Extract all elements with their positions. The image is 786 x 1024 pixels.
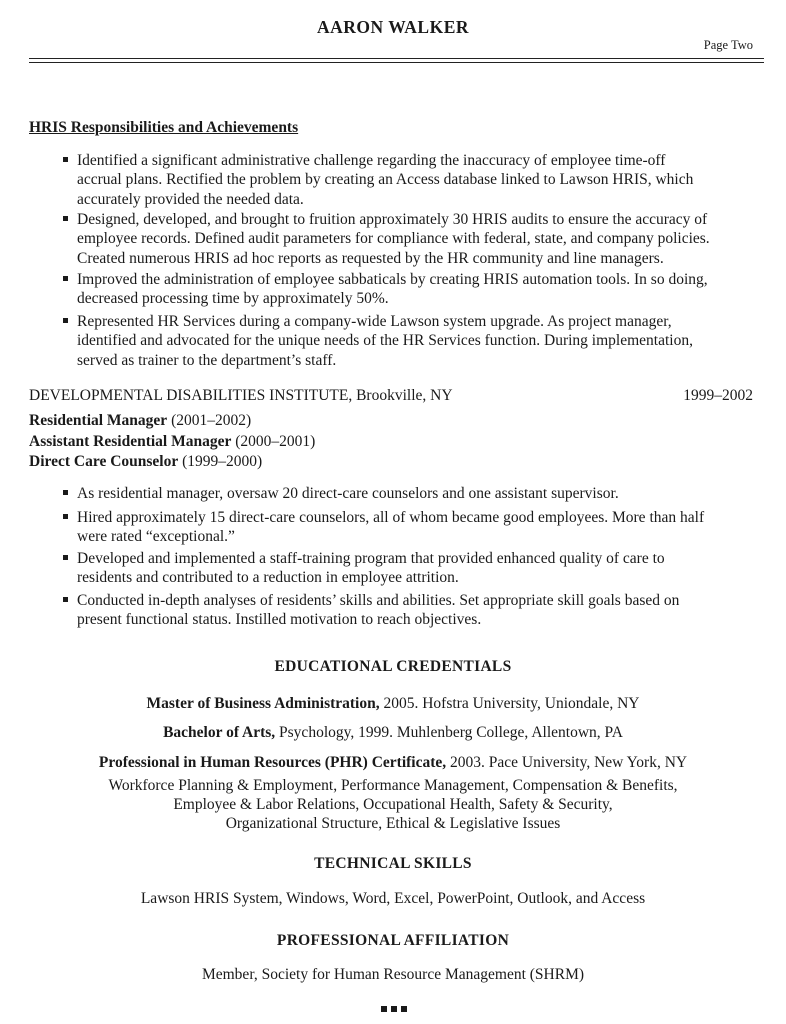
bullet-line: accrual plans. Rectified the problem by creating an Access database linked to Lawson HRIS, which: [77, 171, 694, 189]
bullet-line: Conducted in-depth analyses of residents’ skills and abilities. Set appropriate skill goals based on: [77, 592, 680, 609]
employment-dates: 1999–2002: [683, 387, 753, 404]
degree-name: Professional in Human Resources (PHR) Certificate,: [98, 754, 447, 771]
bullet-mark: [63, 276, 68, 281]
affiliation-heading: PROFESSIONAL AFFILIATION: [276, 932, 510, 949]
header-rule-top: [29, 58, 764, 59]
job-title-2: [29, 432, 315, 451]
bullet-line: were rated “exceptional.”: [77, 528, 235, 546]
bullet-line: decreased processing time by approximately 50%.: [77, 290, 389, 308]
page-number: Page Two: [703, 38, 753, 52]
bullet-text: [77, 210, 767, 268]
bullet-line: Hired approximately 15 direct-care counselors, all of whom became good employees. More than half: [77, 509, 705, 526]
education-entry-mba: [0, 694, 786, 713]
job-title-years: (2001–2002): [171, 412, 252, 429]
job-title-years: (2000–2001): [235, 433, 316, 450]
bullet-text: [77, 270, 767, 309]
end-mark: [401, 1006, 407, 1012]
bullet-text: [77, 591, 767, 630]
job-title-years: (1999–2000): [182, 453, 263, 470]
bullet-line: Created numerous HRIS ad hoc reports as requested by the HR community and line managers.: [77, 249, 664, 267]
phr-detail-line-2: Employee & Labor Relations, Occupational Health, Safety & Security,: [173, 796, 613, 813]
degree-name: Bachelor of Arts,: [163, 724, 276, 741]
degree-details: 2003. Pace University, New York, NY: [446, 754, 688, 771]
bullet-mark: [63, 157, 68, 162]
bullet-mark: [63, 490, 68, 495]
bullet-line: Identified a significant administrative challenge regarding the inaccuracy of employee time-off: [77, 152, 666, 169]
bullet-line: Represented HR Services during a company-wide Lawson system upgrade. As project manager,: [77, 313, 672, 330]
job-title-1: [29, 411, 251, 430]
bullet-text: [77, 151, 767, 209]
applicant-name: AARON WALKER: [316, 17, 469, 37]
header-rule-bottom: [29, 62, 764, 63]
bullet-line: Designed, developed, and brought to fruition approximately 30 HRIS audits to ensure the accuracy of: [77, 211, 708, 228]
job-title-name: Assistant Residential Manager: [29, 433, 232, 450]
hris-section-heading: HRIS Responsibilities and Achievements: [29, 119, 299, 136]
bullet-mark: [63, 216, 68, 221]
bullet-mark: [63, 318, 68, 323]
affiliation-text: Member, Society for Human Resource Management (SHRM): [201, 966, 585, 983]
employer-name: DEVELOPMENTAL DISABILITIES INSTITUTE, Brookville, NY: [29, 387, 453, 404]
bullet-line: Developed and implemented a staff-training program that provided enhanced quality of care to: [77, 550, 665, 567]
phr-detail-line-3: Organizational Structure, Ethical & Legislative Issues: [225, 815, 561, 832]
end-mark: [381, 1006, 387, 1012]
technical-skills-heading: TECHNICAL SKILLS: [314, 855, 472, 872]
bullet-text: [77, 549, 767, 588]
bullet-mark: [63, 555, 68, 560]
bullet-mark: [63, 514, 68, 519]
bullet-text: [77, 484, 767, 503]
bullet-mark: [63, 597, 68, 602]
bullet-line: residents and contributed to a reduction in employee attrition.: [77, 569, 459, 587]
bullet-line: identified and advocated for the unique needs of the HR Services function. During implementation,: [77, 332, 693, 350]
bullet-line: As residential manager, oversaw 20 direct-care counselors and one assistant supervisor.: [77, 485, 619, 502]
bullet-line: employee records. Defined audit parameters for compliance with federal, state, and company policies.: [77, 230, 710, 248]
technical-skills-text: Lawson HRIS System, Windows, Word, Excel, PowerPoint, Outlook, and Access: [140, 890, 646, 907]
end-of-document-marks: [381, 1006, 411, 1012]
degree-details: 2005. Hofstra University, Uniondale, NY: [379, 695, 640, 712]
job-title-3: [29, 452, 262, 471]
bullet-line: served as trainer to the department’s staff.: [77, 351, 337, 369]
bullet-line: present functional status. Instilled motivation to reach objectives.: [77, 611, 482, 629]
bullet-text: [77, 312, 767, 370]
education-entry-ba: [0, 723, 786, 742]
bullet-line: accurately provided the needed data.: [77, 190, 304, 208]
phr-detail-line-1: Workforce Planning & Employment, Performance Management, Compensation & Benefits,: [108, 777, 678, 794]
education-entry-phr: [0, 753, 786, 772]
education-heading: EDUCATIONAL CREDENTIALS: [274, 658, 512, 675]
bullet-text: [77, 508, 767, 547]
degree-name: Master of Business Administration,: [146, 695, 380, 712]
degree-details: Psychology, 1999. Muhlenberg College, Allentown, PA: [275, 724, 623, 741]
end-mark: [391, 1006, 397, 1012]
job-title-name: Residential Manager: [29, 412, 168, 429]
bullet-line: Improved the administration of employee sabbaticals by creating HRIS automation tools. In so doing,: [77, 271, 708, 288]
job-title-name: Direct Care Counselor: [29, 453, 179, 470]
